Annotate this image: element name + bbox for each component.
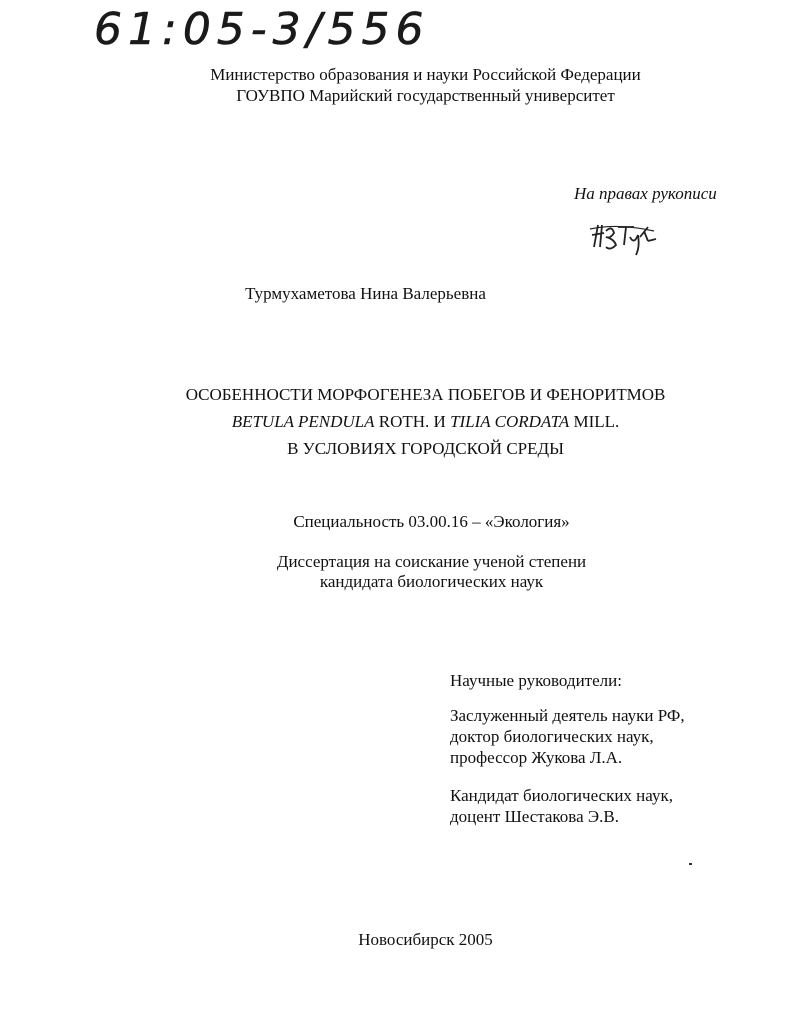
supervisors-block	[450, 670, 685, 844]
dissertation-title	[30, 381, 791, 462]
species-author-mill: MILL.	[569, 412, 620, 431]
ministry-name: Министерство образования и науки Российской Федерации	[210, 65, 641, 84]
supervisors-heading: Научные руководители:	[450, 671, 622, 690]
dissertation-degree	[36, 552, 791, 592]
supervisor-2-line-1: Кандидат биологических наук,	[450, 786, 673, 805]
manuscript-rights: На правах рукописи	[574, 184, 717, 203]
scan-speck	[689, 863, 692, 865]
supervisor-1-line-3: профессор Жукова Л.А.	[450, 748, 623, 767]
ministry-header	[30, 64, 791, 106]
handwritten-signature	[588, 217, 660, 257]
degree-line-1: Диссертация на соискание ученой степени	[276, 552, 587, 571]
city-year-block	[30, 929, 791, 950]
author-name-block	[0, 283, 761, 304]
title-line-1: ОСОБЕННОСТИ МОРФОГЕНЕЗА ПОБЕГОВ И ФЕНОРИТМОВ	[185, 385, 666, 404]
degree-line-2: кандидата биологических наук	[319, 572, 544, 591]
species-betula: BETULA PENDULA	[231, 412, 375, 431]
author-name: Турмухаметова Нина Валерьевна	[245, 284, 486, 303]
supervisor-1-line-1: Заслуженный деятель науки РФ,	[450, 706, 685, 725]
specialty-block	[36, 511, 791, 532]
supervisor-2	[450, 785, 685, 827]
title-line-2	[30, 408, 791, 435]
specialty-text: Специальность 03.00.16 – «Экология»	[293, 512, 570, 531]
archive-code-text: 61:05-3/556	[94, 4, 430, 54]
supervisor-2-line-2: доцент Шестакова Э.В.	[450, 807, 619, 826]
supervisor-1	[450, 705, 685, 768]
species-tilia: TILIA CORDATA	[450, 412, 570, 431]
city-year: Новосибирск 2005	[358, 930, 493, 949]
handwritten-archive-code	[92, 4, 452, 54]
supervisor-1-line-2: доктор биологических наук,	[450, 727, 654, 746]
university-name: ГОУВПО Марийский государственный университет	[236, 86, 615, 105]
title-line-3: В УСЛОВИЯХ ГОРОДСКОЙ СРЕДЫ	[287, 439, 564, 458]
species-author-roth: ROTH. И	[374, 412, 451, 431]
